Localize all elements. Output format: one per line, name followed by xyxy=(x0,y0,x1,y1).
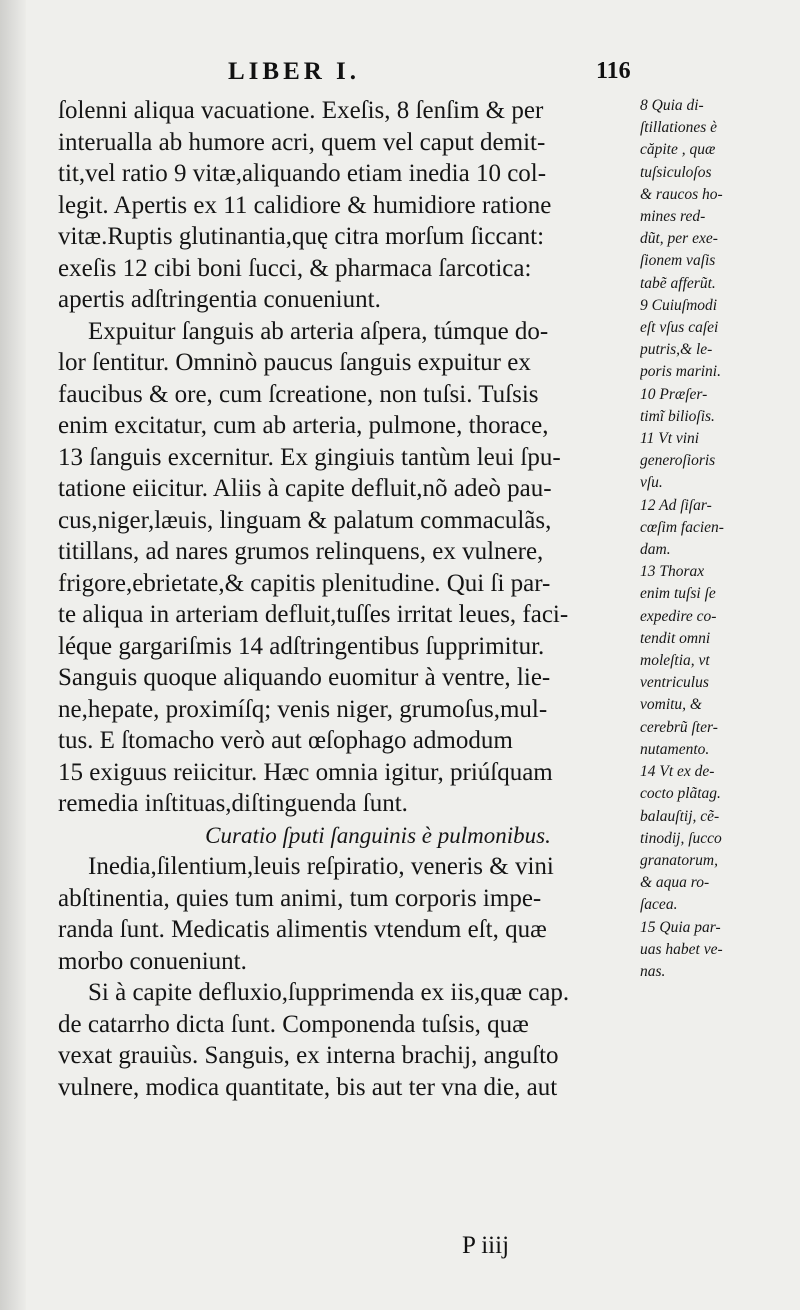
margin-note-line: granatorum, xyxy=(640,851,718,869)
margin-note-line: putris,& le- xyxy=(640,341,713,359)
margin-note-line: ſionem vaſis xyxy=(640,252,716,270)
text-line: randa ſunt. Medicatis alimentis vtendum eſt, quæ xyxy=(58,916,547,943)
margin-note-line: timĩ bilioſis. xyxy=(640,407,715,425)
signature-mark: P iiij xyxy=(462,1232,510,1259)
page-header xyxy=(60,58,640,98)
margin-note-line: 12 Ad ſiſar- xyxy=(640,496,712,514)
margin-note-line: uas habet ve- xyxy=(640,940,723,958)
text-line: remedia inſtituas,diſtinguenda ſunt. xyxy=(58,790,408,817)
text-line: 15 exiguus reiicitur. Hæc omnia igitur, priúſquam xyxy=(58,758,553,786)
page-number: 116 xyxy=(596,58,631,84)
text-line: enim excitatur, cum ab arteria, pulmone, thorace, xyxy=(58,412,549,439)
text-line: frigore,ebrietate,& capitis plenitudine. Qui ſi par- xyxy=(58,569,551,597)
margin-note-line: cocto plãtag. xyxy=(640,785,721,803)
margin-note-line: 11 Vt vini xyxy=(640,430,700,448)
text-line: tit,vel ratio 9 vitæ,aliquando etiam inedia 10 col- xyxy=(58,160,547,187)
text-line: Sanguis quoque aliquando euomitur à ventre, lie- xyxy=(58,664,551,691)
margin-note-line: nutamento. xyxy=(640,740,710,758)
margin-note-line: enim tuſsi ſe xyxy=(640,585,716,603)
text-line: interualla ab humore acri, quem vel caput demit- xyxy=(58,128,546,156)
margin-note-line: cerebrũ ſter- xyxy=(640,718,718,736)
margin-notes-column xyxy=(640,95,800,983)
margin-note-line: ventriculus xyxy=(640,674,709,692)
text-line: lor ſentitur. Omninò paucus ſanguis expuitur ex xyxy=(58,349,531,376)
margin-note-line: generoſioris xyxy=(640,452,716,470)
text-line: vexat grauiùs. Sanguis, ex interna brachij, anguſto xyxy=(58,1042,559,1069)
margin-note-line: 9 Cuiuſmodi xyxy=(640,296,718,314)
text-line: faucibus & ore, cum ſcreatione, non tuſsi. Tuſsis xyxy=(58,380,539,408)
margin-note-line: tinodij, ſucco xyxy=(640,829,722,847)
margin-note-line: balauſtij, cẽ- xyxy=(640,807,720,825)
margin-note-line: 13 Thorax xyxy=(640,563,705,581)
text-line: tus. E ſtomacho verò aut œſophago admodum xyxy=(58,727,513,754)
text-line: 13 ſanguis excernitur. Ex gingiuis tantùm leui ſpu- xyxy=(58,443,561,471)
running-title: LIBER I. xyxy=(228,58,361,85)
margin-note-line: nas. xyxy=(640,962,666,980)
page-binding-shadow xyxy=(0,0,26,1310)
text-line: léque gargariſmis 14 adſtringentibus ſupprimitur. xyxy=(58,632,545,660)
margin-note-line: & aqua ro- xyxy=(640,874,710,892)
text-line: Si à capite defluxio,ſupprimenda ex iis,quæ cap. xyxy=(88,979,570,1006)
margin-note-line: expedire co- xyxy=(640,607,717,625)
text-line: legit. Apertis ex 11 calidiore & humidiore ratione xyxy=(58,191,552,219)
margin-note-line: 14 Vt ex de- xyxy=(640,763,715,781)
margin-note-line: tendit omni xyxy=(640,629,711,647)
margin-note-line: ſacea. xyxy=(640,896,678,914)
margin-note-line: dũt, per exe- xyxy=(640,230,718,248)
margin-note-line: dam. xyxy=(640,541,671,559)
text-line: titillans, ad nares grumos relinquens, ex vulnere, xyxy=(58,538,544,565)
margin-note-line: 10 Præſer- xyxy=(640,385,708,403)
text-line: de catarrho dicta ſunt. Componenda tuſsis, quæ xyxy=(58,1010,529,1038)
text-line: tatione eiicitur. Aliis à capite defluit,nõ adeò pau- xyxy=(58,475,552,502)
section-heading: Curatio ſputi ſanguinis è pulmonibus. xyxy=(205,822,551,848)
text-line: exeſis 12 cibi boni ſucci, & pharmaca ſarcotica: xyxy=(58,254,532,282)
text-line: Inedia,ſilentium,leuis reſpiratio, veneris & vini xyxy=(88,853,554,880)
text-line: vitæ.Ruptis glutinantia,quę citra morſum ſiccant: xyxy=(58,223,545,250)
text-line: Expuitur ſanguis ab arteria aſpera, túmque do- xyxy=(88,317,549,345)
margin-note-line: 15 Quia par- xyxy=(640,918,721,936)
text-line: ne,hepate, proximíſq; venis niger, grumoſus,mul- xyxy=(58,695,548,723)
margin-note-line: tuſsiculoſos xyxy=(640,163,712,181)
margin-note-line: cœſim facien- xyxy=(640,518,724,536)
margin-note-line: poris marini. xyxy=(640,363,721,381)
margin-note-line: tabẽ afferũt. xyxy=(640,274,716,292)
margin-note-line: căpite , quæ xyxy=(640,141,716,159)
text-line: apertis adſtringentia conueniunt. xyxy=(58,286,381,313)
text-line: abſtinentia, quies tum animi, tum corporis impe- xyxy=(58,884,542,912)
margin-note-line: eſt vſus caſei xyxy=(640,319,719,337)
margin-note-line: ſtillationes è xyxy=(640,119,718,137)
text-line: cus,niger,læuis, linguam & palatum commaculãs, xyxy=(58,506,552,534)
margin-note-line: vomitu, & xyxy=(640,696,702,714)
margin-note-line: mines red- xyxy=(640,208,706,226)
margin-note-line: & raucos ho- xyxy=(640,185,723,203)
margin-note-line: vſu. xyxy=(640,474,663,492)
text-line: ſolenni aliqua vacuatione. Exeſis, 8 ſenſim & per xyxy=(58,97,544,124)
margin-note-line: 8 Quia di- xyxy=(640,97,704,114)
text-line: morbo conueniunt. xyxy=(58,947,247,975)
text-line: te aliqua in arteriam defluit,tuſſes irritat leues, faci- xyxy=(58,601,569,628)
main-text-column xyxy=(58,95,638,1103)
text-line: vulnere, modica quantitate, bis aut ter vna die, aut xyxy=(58,1073,558,1101)
margin-note-line: moleſtia, vt xyxy=(640,652,710,670)
